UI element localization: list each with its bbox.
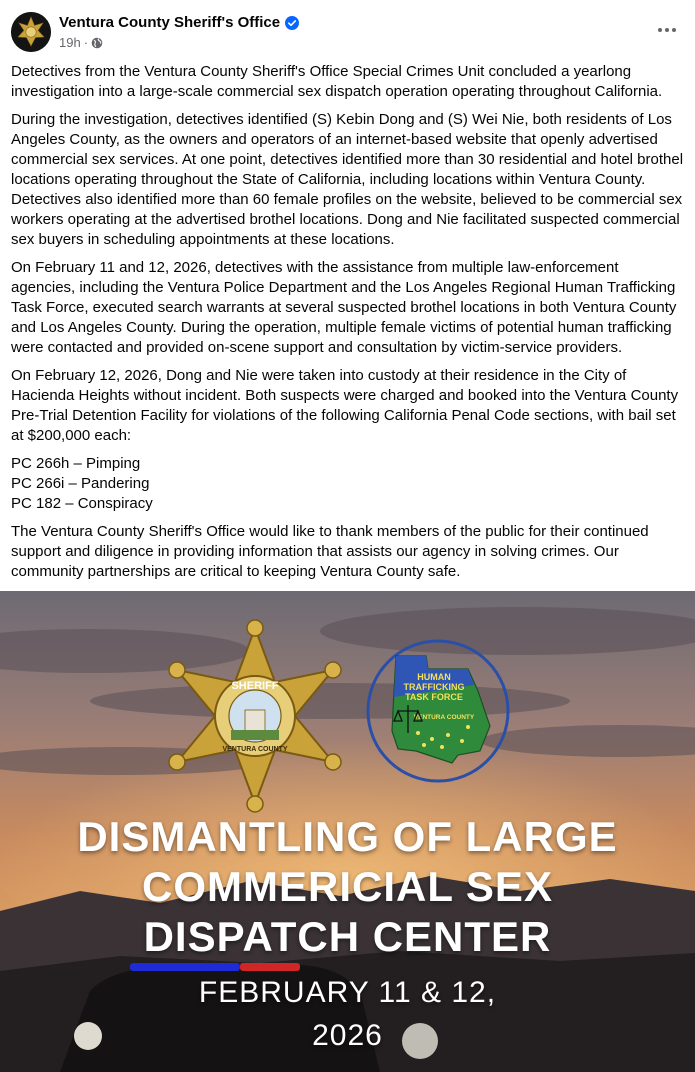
globe-icon: [91, 37, 103, 49]
verified-badge-icon: [285, 16, 299, 30]
post-image[interactable]: [0, 591, 695, 1072]
page-name-row: [59, 14, 299, 31]
post-timestamp[interactable]: 19h: [59, 35, 81, 50]
post-closing-paragraph: The Ventura County Sheriff's Office would like to thank members of the public for their continued support and diligence in providing information that assists our agency in solving crimes. Our community partnerships are critical to keeping Ventura County safe.: [11, 523, 649, 580]
post-body: [11, 62, 686, 590]
more-dot-icon: [658, 28, 662, 32]
post-header: [0, 0, 695, 60]
image-headline-line2: COMMERICIAL SEX: [142, 863, 553, 910]
penal-code-list: [11, 454, 686, 514]
image-headline-line3: DISPATCH CENTER: [143, 913, 552, 960]
penal-code-item: PC 182 – Conspiracy: [11, 495, 153, 512]
post-meta: [59, 35, 103, 50]
badge-bottom-text: VENTURA COUNTY: [222, 746, 288, 753]
penal-code-item: PC 266h – Pimping: [11, 455, 141, 472]
badge-top-text: SHERIFF: [231, 680, 279, 692]
post-paragraph: On February 11 and 12, 2026, detectives with the assistance from multiple law-enforcement agencies, including the Ventura Police Department and the Los Angeles Regional Human Trafficking Task Force, executed search warrants at several suspected brothel locations in both Ventura County and Los Angeles County. During the operation, multiple female victims of potential human trafficking were contacted and provided on-scene support and consultation by victim-service providers.: [11, 259, 677, 356]
image-headline-line1: DISMANTLING OF LARGE: [77, 813, 618, 860]
page-avatar[interactable]: [11, 12, 51, 52]
task-force-line3: TASK FORCE: [405, 692, 463, 702]
task-force-line2: TRAFFICKING: [403, 682, 465, 692]
sheriff-star-avatar-icon: [11, 12, 51, 52]
post-paragraph: On February 12, 2026, Dong and Nie were taken into custody at their residence in the City of Hacienda Heights without incident. Both suspects were charged and booked into the Ventura County Pre-Trial Detention Facility for violations of the following California Penal Code sections, with bail set at $200,000 each:: [11, 367, 679, 444]
task-force-county: VENTURA COUNTY: [413, 714, 475, 721]
more-dot-icon: [672, 28, 676, 32]
meta-separator: ·: [83, 35, 89, 50]
more-options-button[interactable]: [651, 18, 683, 42]
image-date-line2: 2026: [312, 1019, 383, 1052]
more-dot-icon: [665, 28, 669, 32]
page-name[interactable]: Ventura County Sheriff's Office: [59, 14, 281, 31]
penal-code-item: PC 266i – Pandering: [11, 475, 150, 492]
task-force-line1: HUMAN: [417, 672, 451, 682]
post-paragraph: During the investigation, detectives identified (S) Kebin Dong and (S) Wei Nie, both residents of Los Angeles County, as the owners and operators of an internet-based website that openly advertised commercial sex services. At one point, detectives identified more than 30 residential and hotel brothel locations operating throughout the State of California, including locations within Ventura County. Detectives also identified more than 60 female profiles on the website, believed to be commercial sex workers operating at the advertised brothel locations. Dong and Nie facilitated suspected commercial sex buyers in scheduling appointments at these locations.: [11, 111, 684, 248]
post-paragraph: Detectives from the Ventura County Sheriff's Office Special Crimes Unit concluded a yearlong investigation into a large-scale commercial sex dispatch operation operating throughout California.: [11, 63, 663, 100]
image-date-line1: FEBRUARY 11 & 12,: [198, 976, 497, 1009]
